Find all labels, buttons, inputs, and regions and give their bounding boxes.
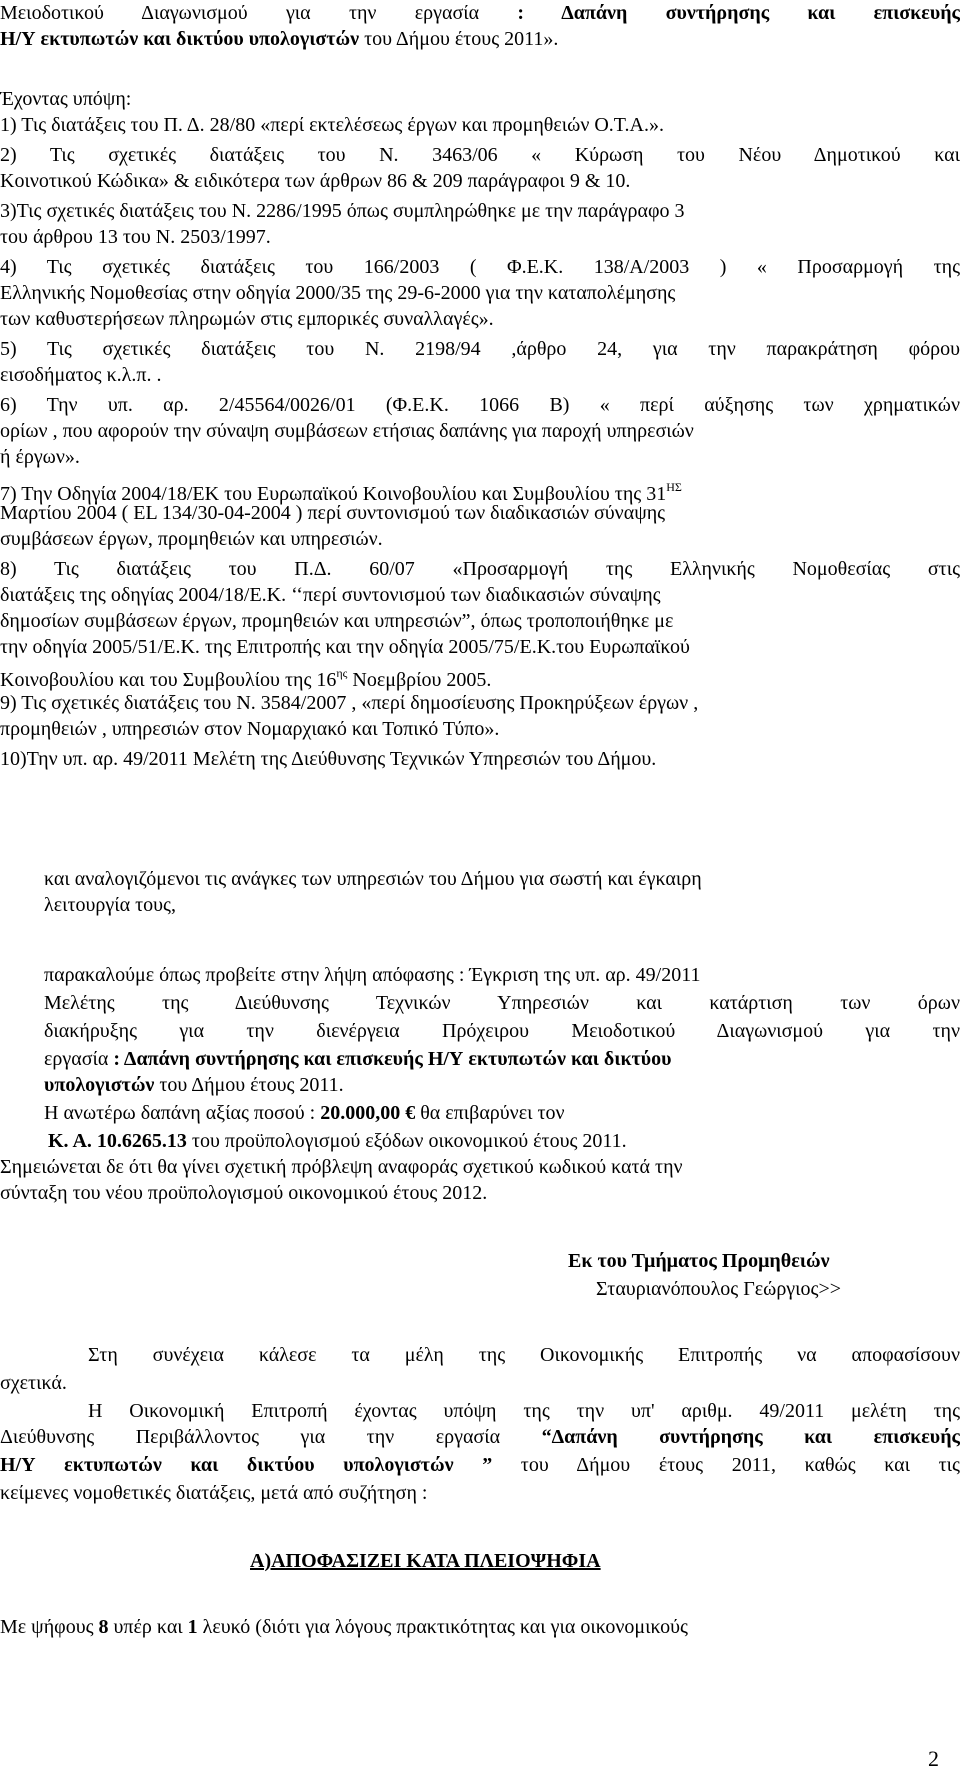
intro-line-1: Μειοδοτικού Διαγωνισμού για την εργασία : Δαπάνη συντήρησης και επισκευής (0, 2, 960, 24)
committee-line-4: Διεύθυνσης Περιβάλλοντος για την εργασία “Δαπάνη συντήρησης και επισκευής (0, 1426, 960, 1448)
list-item: 9) Τις σχετικές διατάξεις του Ν. 3584/2007 , «περί δημοσίευσης Προκηρύξεων έργων , (0, 692, 699, 714)
list-item: 10)Την υπ. αρ. 49/2011 Μελέτη της Διεύθυνσης Τεχνικών Υπηρεσιών του Δήμου. (0, 748, 657, 770)
list-item-8-end: Κοινοβουλίου και του Συμβουλίου της $16^{\eta\varsigma}$ Νοεμβρίου 2005. (0, 666, 492, 691)
request-line-1: παρακαλούμε όπως προβείτε στην λήψη απόφασης : Έγκριση της υπ. αρ. 49/2011 (44, 964, 701, 986)
list-item: εισοδήματος κ.λ.π. . (0, 364, 162, 386)
list-item: Ελληνικής Νομοθεσίας στην οδηγία 2000/35 της 29-6-2000 για την καταπολέμησης (0, 282, 676, 304)
request-line-9: σύνταξη του νέου προϋπολογισμού οικονομικού έτους 2012. (0, 1182, 488, 1204)
considering-line-1: και αναλογιζόμενοι τις ανάγκες των υπηρεσιών του Δήμου για σωστή και έγκαιρη (44, 868, 702, 890)
list-item: δημοσίων συμβάσεων έργων, προμηθειών και υπηρεσιών”, όπως τροποποιήθηκε με (0, 610, 674, 632)
list-item: προμηθειών , υπηρεσιών στον Νομαρχιακό και Τοπικό Τύπο». (0, 718, 500, 740)
list-item: των καθυστερήσεων πληρωμών στις εμπορικές συναλλαγές». (0, 308, 494, 330)
signature-name: Σταυριανόπουλος Γεώργιος>> (596, 1278, 841, 1300)
list-item: 3)Τις σχετικές διατάξεις του Ν. 2286/1995 όπως συμπληρώθηκε με την παράγραφο 3 (0, 200, 685, 222)
request-line-6: Η ανωτέρω δαπάνη αξίας ποσού : 20.000,00 € θα επιβαρύνει τον (44, 1102, 565, 1124)
decision-vote-line: Με ψήφους 8 υπέρ και 1 λευκό (διότι για λόγους πρακτικότητας και για οικονομικούς (0, 1616, 688, 1638)
request-line-5: υπολογιστών του Δήμου έτους 2011. (44, 1074, 344, 1096)
list-item: 2) Τις σχετικές διατάξεις του Ν. 3463/06 « Κύρωση του Νέου Δημοτικού και (0, 144, 960, 166)
list-item: ή έργων». (0, 446, 80, 468)
request-line-2: Μελέτης της Διεύθυνσης Τεχνικών Υπηρεσιών και κατάρτιση των όρων (44, 992, 960, 1014)
intro-line-2: Η/Υ εκτυπωτών και δικτύου υπολογιστών του Δήμου έτους 2011». (0, 28, 559, 50)
having-regard-heading: Έχοντας υπόψη: (0, 88, 132, 110)
list-item: ορίων , που αφορούν την σύναψη συμβάσεων ετήσιας δαπάνης για παροχή υπηρεσιών (0, 420, 694, 442)
committee-line-6: κείμενες νομοθετικές διατάξεις, μετά από συζήτηση : (0, 1482, 428, 1504)
committee-line-5: Η/Υ εκτυπωτών και δικτύου υπολογιστών ” του Δήμου έτους 2011, καθώς και τις (0, 1454, 960, 1476)
list-item: διατάξεις της οδηγίας 2004/18/Ε.Κ. ‘‘περί συντονισμού των διαδικασιών σύναψης (0, 584, 661, 606)
committee-line-1: Στη συνέχεια κάλεσε τα μέλη της Οικονομικής Επιτροπής να αποφασίσουν (88, 1344, 960, 1366)
superscript: ης (336, 666, 348, 680)
list-item: 5) Τις σχετικές διατάξεις του Ν. 2198/94 ,άρθρο 24, για την παρακράτηση φόρου (0, 338, 960, 360)
list-item-7: 7) Την Οδηγία 2004/18/ΕΚ του Ευρωπαϊκού Κοινοβουλίου και Συμβουλίου της $31^{H\Sigma}$ (0, 480, 682, 505)
committee-line-2: σχετικά. (0, 1372, 67, 1394)
list-item: 8) Τις διατάξεις του Π.Δ. 60/07 «Προσαρμογή της Ελληνικής Νομοθεσίας στις (0, 558, 960, 580)
request-line-7: Κ. Α. 10.6265.13 του προϋπολογισμού εξόδων οικονομικού έτους 2011. (48, 1130, 627, 1152)
list-item: Κοινοτικού Κώδικα» & ειδικότερα των άρθρων 86 & 209 παράγραφοι 9 & 10. (0, 170, 631, 192)
superscript: ΗΣ (666, 480, 682, 494)
list-item: 1) Τις διατάξεις του Π. Δ. 28/80 «περί εκτελέσεως έργων και προμηθειών Ο.Τ.Α.». (0, 114, 664, 136)
list-item: 6) Την υπ. αρ. 2/45564/0026/01 (Φ.Ε.Κ. 1066 Β) « περί αύξησης των χρηματικών (0, 394, 960, 416)
decision-title: Α)ΑΠΟΦΑΣΙΖΕΙ ΚΑΤΑ ΠΛΕΙΟΨΗΦΙΑ (250, 1550, 601, 1572)
list-item: Μαρτίου 2004 ( EL 134/30-04-2004 ) περί συντονισμού των διαδικασιών σύναψης (0, 502, 666, 524)
considering-line-2: λειτουργία τους, (44, 894, 176, 916)
list-item: 4) Τις σχετικές διατάξεις του 166/2003 ( Φ.Ε.Κ. 138/Α/2003 ) « Προσαρμογή της (0, 256, 960, 278)
request-line-8: Σημειώνεται δε ότι θα γίνει σχετική πρόβλεψη αναφοράς σχετικού κωδικού κατά την (0, 1156, 683, 1178)
list-item: του άρθρου 13 του Ν. 2503/1997. (0, 226, 271, 248)
request-line-4: εργασία : Δαπάνη συντήρησης και επισκευής Η/Υ εκτυπωτών και δικτύου (44, 1048, 672, 1070)
request-line-3: διακήρυξης για την διενέργεια Πρόχειρου Μειοδοτικού Διαγωνισμού για την (44, 1020, 960, 1042)
list-item: την οδηγία 2005/51/Ε.Κ. της Επιτροπής και την οδηγία 2005/75/Ε.Κ.του Ευρωπαϊκού (0, 636, 690, 658)
signature-department: Εκ του Τμήματος Προμηθειών (568, 1250, 830, 1272)
list-item: συμβάσεων έργων, προμηθειών και υπηρεσιών. (0, 528, 383, 550)
committee-line-3: Η Οικονομική Επιτροπή έχοντας υπόψη της την υπ' αριθμ. 49/2011 μελέτη της (88, 1400, 960, 1422)
page-number: 2 (928, 1746, 939, 1771)
